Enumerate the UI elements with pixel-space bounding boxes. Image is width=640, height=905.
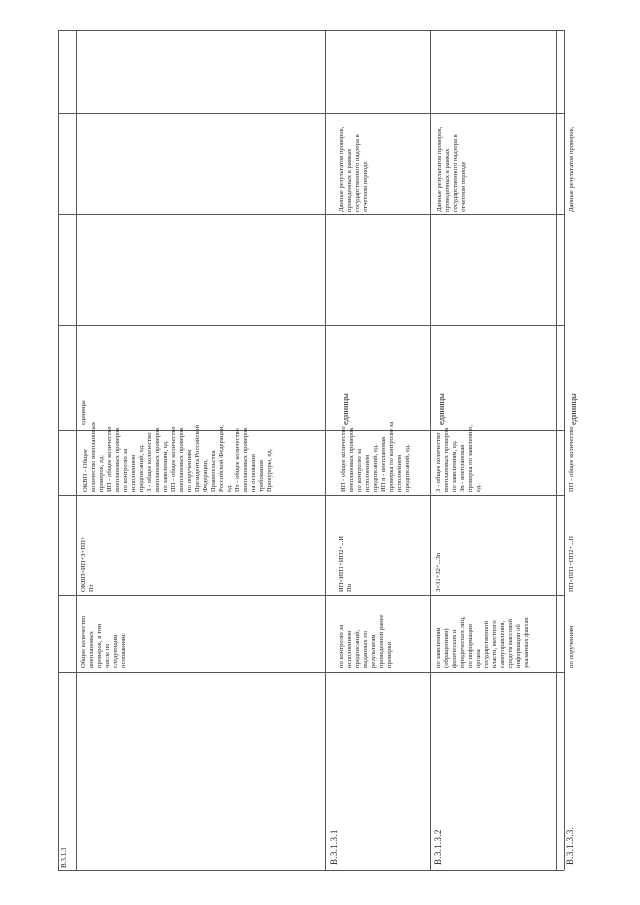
grid-line [58, 113, 564, 114]
grid-line [76, 30, 77, 672]
row-formula: З=З1+З2+...Зn [435, 552, 442, 592]
row-unit: единицы [436, 393, 446, 425]
row-id: В.3.1.3.3. [565, 826, 575, 865]
row-unit: единицы [568, 393, 578, 425]
row-formula: ПП=ПП1+ПП2+...П [568, 535, 575, 592]
grid-line [430, 30, 431, 870]
row-definition: З - общее количество внеплановых проверок по заявлениям, ед. Зn - внеплановая проверка по заявлению, ед. [435, 424, 482, 492]
grid-line [58, 30, 564, 31]
row-source: Данные результатов проверок, проведенных в рамках государственного надзора в отчетном периоде [436, 126, 467, 212]
row-name: Общее количество внеплановых проверок, в том числе по следующим основаниям: [80, 615, 127, 668]
row-name: по поручениям [568, 625, 575, 668]
row-formula: ОКВП=ИП+З+ПП+ Пт [80, 536, 95, 592]
row-id: В.3.1.3.2 [433, 829, 443, 865]
row-id: B.3.1.3 [60, 847, 68, 868]
row-unit: единицы [80, 400, 87, 425]
row-unit: единицы [340, 393, 350, 425]
row-name: по заявлениям (обращениям) физических и юридических лиц, по информации органа государственной власти, местного самоуправления, средств массовой информации об указанных фактах [435, 616, 530, 668]
row-definition: ПП - общее количество [568, 426, 575, 492]
row-source: Данные результатов проверок, проведенных в рамках государственного надзора в отчетном периоде [338, 126, 369, 212]
grid-line [58, 495, 564, 496]
grid-line [325, 30, 326, 870]
grid-line [58, 870, 564, 871]
grid-line [564, 30, 565, 870]
row-formula: ИП=ИП1+ИП2+...И Пn [338, 535, 353, 592]
grid-line [556, 30, 557, 870]
row-id: В.3.1.3.1 [329, 829, 339, 865]
grid-line [58, 30, 59, 870]
row-definition: ИП - общее количество внеплановых проверок по контролю за исполнением предписаний, ед. ИП n - внеплановая проверка по контролю за исполнением предписаний, ед. [340, 421, 411, 492]
row-name: по контролю за исполнением предписаний, выданных по результатам проведенной ранее проверки [338, 614, 393, 668]
grid-line [76, 672, 77, 870]
row-source: Данные результатов проверок, [568, 126, 575, 212]
grid-line [58, 672, 564, 673]
grid-line [58, 214, 564, 215]
row-definition: ОКВП - Общее количество внеплановых проверок, ед. ИП - общее количество внеплановых проверок по контролю за исполнением предписаний, ед. З - общее количество внеплановых проверок по заявлениям, ед. ПП - общее количество внеплановых проверок по поручениям Президента Российской Федерации, Правительства Российской Федерации, ед. Пт - общее количество внеплановых проверок на основании требования Прокуроры, ед. [82, 421, 273, 492]
